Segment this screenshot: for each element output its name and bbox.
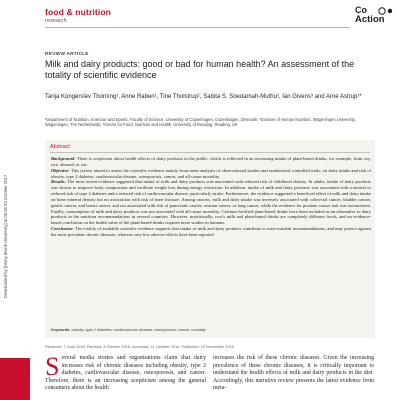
keywords [51,328,371,332]
journal-subtitle: research [45,18,67,24]
abstract-background [51,156,371,168]
results-label: Results [51,179,65,185]
background-label: Background [51,156,75,161]
keywords-label: Keywords: [51,328,71,332]
coaction-logo-text [355,6,393,24]
objective-label: Objective [51,167,69,173]
abstract-divider [50,152,370,153]
logo-text-line1: Co [355,5,367,15]
header-divider [45,27,350,28]
keywords-text: obesity; type 2 diabetes; cardiovascular disease; osteoporosis; cancer; mortality [70,328,206,332]
article-type: REVIEW ARTICLE [45,52,89,57]
publication-dates: Received: 7 June 2016; Revised: 4 October 2016; Accepted: 21 October 2016; Published: 22 November 2016 [45,344,234,349]
logo-text-line2: Action [355,14,385,25]
conclusion-label: Conclusion [51,226,73,232]
corner-accent [0,358,30,400]
body-column-right [213,355,374,393]
abstract-conclusion [51,226,371,238]
background-text: : There is scepticism about health effects of dairy products in the public, which is reflected in an increasing intake of plant-based drinks, for example, from soy, rice, almond, or oat. [51,156,371,167]
body-left-text: everal media stories and organisations claim that dairy increases risk of chronic diseases including obesity, type 2 diabetes, cardiovascular disease, osteoporosis, and cancer. Therefore, there is an increasing scepticism among the general consumers about the health [45,355,206,392]
article-title: Milk and dairy products: good or bad for human health? An assessment of the totality of scientific evidence [45,59,355,81]
download-note: Downloaded by [Stony Brook University] at 09:28 03 October 2017 [3,174,9,298]
body-column-left [45,352,206,393]
conclusion-text: : The totality of available scientific evidence supports that intake of milk and dairy products contribute to meet nutrient recommendations, and may protect against the most prevalent chronic diseases, whereas very few adverse effects have been reported. [51,226,371,237]
abstract-body [51,156,371,238]
author-list: Tanja Kongerslev Thorning¹, Anne Raben¹, Tine Tholstrup¹, Sabita S. Soedamah-Muthu², Ian Givens³ and Arne Astrup¹* [45,94,362,100]
abstract-heading: Abstract [50,144,70,150]
results-text: : The most recent evidence suggested that intake of milk and dairy products was associated with reduced risk of childhood obesity. In adults, intake of dairy products was shown to improve body composition and facilitate weight loss during energy restriction. In addition, intake of milk and dairy products was associated with a neutral or reduced risk of type 2 diabetes and a reduced risk of cardiovascular disease, particularly stroke. Furthermore, the evidence suggested a beneficial effect of milk and dairy intake on bone mineral density but no association with risk of bone fracture. Among cancers, milk and dairy intake was inversely associated with colorectal cancer, bladder cancer, gastric cancer, and breast cancer, and not associated with risk of pancreatic cancer, ovarian cancer, or lung cancer, while the evidence for prostate cancer risk was inconsistent. Finally, consumption of milk and dairy products was not associated with all-cause mortality. Calcium-fortified plant-based drinks have been included as an alternative to dairy products in the nutrition recommendations in several countries. However, nutritionally, cow's milk and plant-based drinks are completely different foods, and an evidence-based conclusion on the health value of the plant-based drinks requires more studies in humans. [51,179,371,226]
objective-text: : This review aimed to assess the scientific evidence mainly from meta-analyses of observational studies and randomised controlled trials, on dairy intake and risk of obesity, type 2 diabetes, cardiovascular disease, osteoporosis, cancer, and all-cause mortality. [51,167,371,179]
drop-cap: S [45,352,60,381]
journal-title: food & nutrition [45,7,112,17]
abstract-objective [51,168,371,180]
body-right-text: increases the risk of these chronic diseases. Given the increasing prevalence of these chronic diseases, it is critically important to understand the health effects of milk and dairy products in the diet. Accordingly, this narrative review presents the latest evidence from meta- [213,355,374,392]
abstract-results [51,179,371,226]
download-watermark [0,120,12,352]
affiliations: ¹Department of Nutrition, Exercise and Sports, Faculty of Science, University of Copenhagen, Copenhagen, Denmark; ²Division of Human Nutrition, Wageningen University, Wageningen, The Netherlands; ³Centre for Food, Nutrition and Health, University of Reading, Reading, UK [45,117,356,128]
